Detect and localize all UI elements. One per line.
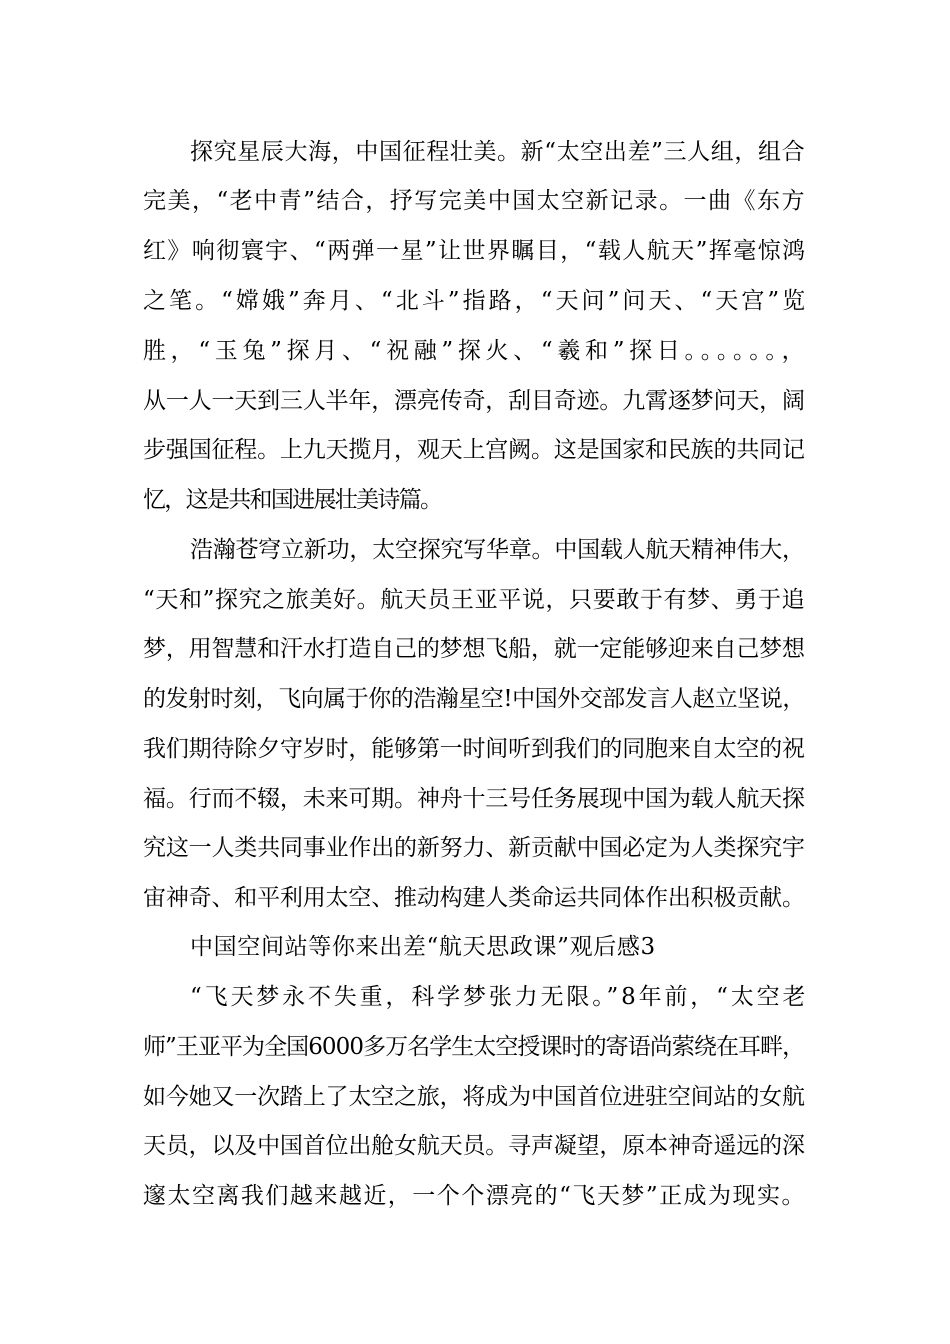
paragraph-1-line-5: 胜，“玉兔”探月、“祝融”探火、“羲和”探日。。。。。。，	[143, 338, 810, 364]
paragraph-1-line-4: 之笔。“嫦娥”奔月、“北斗”指路，“天问”问天、“天宫”览	[143, 288, 809, 314]
paragraph-1-line-1: 探究星辰大海，中国征程壮美。新“太空出差”三人组，组合	[190, 139, 806, 165]
paragraph-2-line-7: 究这一人类共同事业作出的新努力、新贡献中国必定为人类探究宇	[143, 835, 805, 861]
paragraph-1-line-7: 步强国征程。上九天揽月，观天上宫阙。这是国家和民族的共同记	[143, 437, 805, 463]
paragraph-3-line-2: 师”王亚平为全国6000多万名学生太空授课时的寄语尚萦绕在耳畔，	[143, 1034, 805, 1060]
paragraph-2-line-1: 浩瀚苍穹立新功，太空探究写华章。中国载人航天精神伟大，	[190, 537, 805, 563]
paragraph-1-line-3: 红》响彻寰宇、“两弹一星”让世界瞩目，“载人航天”挥毫惊鸿	[143, 238, 807, 264]
paragraph-2-line-5: 我们期待除夕守岁时，能够第一时间听到我们的同胞来自太空的祝	[143, 736, 805, 762]
paragraph-2-line-8: 宙神奇、和平利用太空、推动构建人类命运共同体作出积极贡献。	[143, 885, 805, 911]
paragraph-3-line-4: 天员，以及中国首位出舱女航天员。寻声凝望，原本神奇遥远的深	[143, 1133, 805, 1159]
paragraph-3-line-5: 邃太空离我们越来越近，一个个漂亮的“飞天梦”正成为现实。	[143, 1183, 806, 1209]
section-heading: 中国空间站等你来出差“航天思政课”观后感3	[190, 934, 656, 960]
paragraph-1-line-8: 忆，这是共和国进展壮美诗篇。	[143, 487, 442, 513]
paragraph-3-line-3: 如今她又一次踏上了太空之旅，将成为中国首位进驻空间站的女航	[143, 1084, 805, 1110]
paragraph-3-line-1: “飞天梦永不失重，科学梦张力无限。”8年前，“太空老	[190, 984, 809, 1010]
paragraph-1-line-2: 完美，“老中青”结合，抒写完美中国太空新记录。一曲《东方	[143, 188, 806, 214]
paragraph-2-line-2: “天和”探究之旅美好。航天员王亚平说，只要敢于有梦、勇于追	[143, 587, 806, 613]
paragraph-1-line-6: 从一人一天到三人半年，漂亮传奇，刮目奇迹。九霄逐梦问天，阔	[143, 388, 805, 414]
paragraph-2-line-4: 的发射时刻，飞向属于你的浩瀚星空!中国外交部发言人赵立坚说，	[143, 686, 805, 712]
paragraph-2-line-3: 梦，用智慧和汗水打造自己的梦想飞船，就一定能够迎来自己梦想	[143, 636, 805, 662]
paragraph-2-line-6: 福。行而不辍，未来可期。神舟十三号任务展现中国为载人航天探	[143, 786, 805, 812]
